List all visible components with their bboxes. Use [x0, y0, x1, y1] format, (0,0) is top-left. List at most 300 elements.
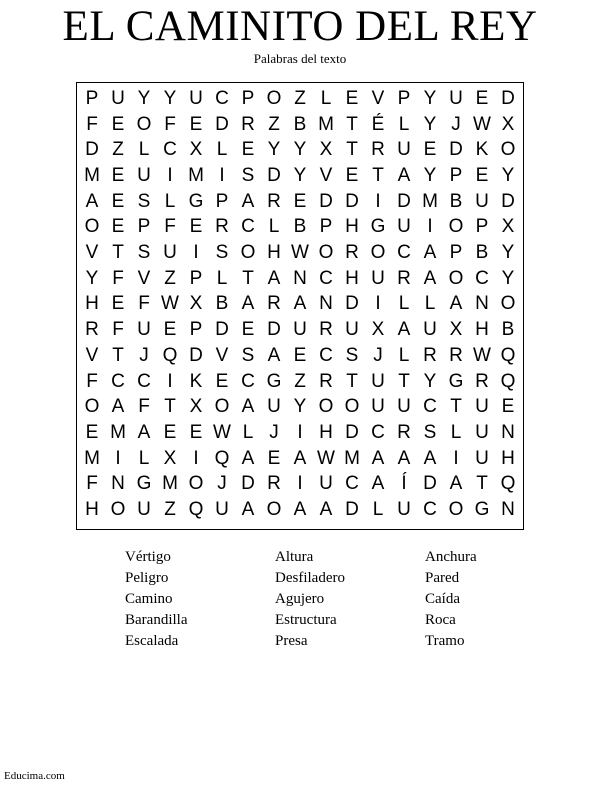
grid-cell: Y: [501, 267, 515, 289]
grid-cell: E: [293, 190, 307, 212]
grid-cell: H: [475, 319, 489, 341]
grid-cell: V: [85, 242, 99, 264]
grid-cell: S: [137, 190, 151, 212]
grid-cell: V: [215, 344, 229, 366]
grid-cell: U: [345, 319, 359, 341]
grid-cell: B: [475, 242, 489, 264]
grid-cell: P: [85, 87, 99, 109]
grid-cell: L: [138, 447, 150, 469]
grid-cell: U: [163, 242, 177, 264]
grid-cell: P: [215, 190, 229, 212]
grid-cell: H: [345, 267, 359, 289]
grid-cell: X: [449, 319, 463, 341]
grid-cell: W: [317, 447, 335, 469]
grid-cell: L: [450, 422, 462, 444]
grid-cell: U: [371, 370, 385, 392]
grid-cell: G: [136, 473, 152, 495]
grid-cell: E: [189, 422, 203, 444]
grid-cell: U: [397, 499, 411, 521]
grid-cell: E: [267, 447, 281, 469]
grid-cell: B: [215, 293, 229, 315]
grid-cell: A: [85, 190, 99, 212]
grid-cell: S: [215, 242, 229, 264]
grid-cell: E: [111, 113, 125, 135]
grid-cell: V: [85, 344, 99, 366]
grid-cell: E: [85, 422, 99, 444]
grid-cell: X: [189, 139, 203, 161]
grid-cell: C: [241, 370, 255, 392]
grid-cell: X: [319, 139, 333, 161]
grid-cell: A: [319, 499, 333, 521]
grid-cell: S: [423, 422, 437, 444]
grid-cell: F: [112, 267, 124, 289]
grid-cell: U: [397, 396, 411, 418]
grid-cell: S: [137, 242, 151, 264]
grid-cell: T: [164, 396, 176, 418]
grid-cell: T: [398, 370, 410, 392]
grid-cell: P: [241, 87, 255, 109]
grid-cell: B: [501, 319, 515, 341]
grid-cell: Y: [423, 113, 437, 135]
grid-cell: E: [241, 139, 255, 161]
grid-cell: R: [397, 267, 411, 289]
grid-cell: A: [267, 344, 281, 366]
grid-cell: X: [189, 293, 203, 315]
grid-cell: H: [267, 242, 281, 264]
grid-cell: I: [375, 190, 381, 212]
grid-cell: Y: [137, 87, 151, 109]
grid-cell: U: [475, 447, 489, 469]
grid-cell: H: [319, 422, 333, 444]
grid-cell: C: [397, 242, 411, 264]
grid-cell: D: [449, 139, 463, 161]
grid-cell: L: [242, 422, 254, 444]
grid-cell: S: [241, 344, 255, 366]
grid-cell: X: [501, 216, 515, 238]
grid-cell: Í: [401, 473, 407, 495]
grid-cell: G: [266, 370, 282, 392]
grid-cell: D: [215, 319, 229, 341]
grid-cell: T: [112, 344, 124, 366]
word-search-grid: [76, 82, 524, 530]
grid-cell: L: [164, 190, 176, 212]
grid-cell: L: [216, 267, 228, 289]
grid-cell: A: [137, 422, 151, 444]
grid-cell: V: [137, 267, 151, 289]
grid-cell: I: [453, 447, 459, 469]
grid-cell: D: [345, 499, 359, 521]
grid-cell: C: [345, 473, 359, 495]
grid-cell: A: [241, 190, 255, 212]
grid-cell: U: [475, 422, 489, 444]
grid-cell: A: [449, 293, 463, 315]
grid-cell: H: [501, 447, 515, 469]
grid-cell: U: [423, 319, 437, 341]
word-list-item: Peligro: [125, 570, 169, 586]
grid-cell: A: [397, 164, 411, 186]
word-list-item: Camino: [125, 591, 173, 607]
grid-cell: T: [372, 164, 384, 186]
grid-cell: S: [345, 344, 359, 366]
grid-cell: Q: [500, 370, 516, 392]
grid-cell: U: [475, 396, 489, 418]
grid-cell: Y: [293, 164, 307, 186]
grid-cell: F: [86, 113, 98, 135]
grid-cell: U: [137, 499, 151, 521]
grid-cell: M: [188, 164, 204, 186]
grid-cell: E: [163, 319, 177, 341]
grid-cell: M: [422, 190, 438, 212]
grid-cell: O: [266, 87, 282, 109]
grid-cell: Y: [293, 139, 307, 161]
grid-cell: N: [293, 267, 307, 289]
grid-cell: L: [320, 87, 332, 109]
grid-cell: O: [370, 242, 386, 264]
grid-cell: A: [241, 499, 255, 521]
grid-cell: Z: [294, 87, 306, 109]
page-title: EL CAMINITO DEL REY: [62, 3, 538, 50]
grid-cell: P: [449, 242, 463, 264]
grid-cell: F: [164, 113, 176, 135]
grid-cell: C: [137, 370, 151, 392]
grid-cell: O: [344, 396, 360, 418]
grid-cell: O: [448, 267, 464, 289]
grid-cell: W: [473, 344, 491, 366]
word-list-item: Caída: [425, 591, 460, 607]
grid-cell: Q: [214, 447, 230, 469]
grid-cell: Y: [163, 87, 177, 109]
grid-cell: K: [475, 139, 489, 161]
grid-cell: I: [297, 473, 303, 495]
grid-cell: H: [85, 499, 99, 521]
grid-cell: X: [163, 447, 177, 469]
grid-cell: L: [424, 293, 436, 315]
grid-cell: P: [397, 87, 411, 109]
grid-cell: U: [475, 190, 489, 212]
grid-cell: F: [86, 370, 98, 392]
grid-cell: Z: [294, 370, 306, 392]
grid-cell: N: [319, 293, 333, 315]
grid-cell: D: [345, 293, 359, 315]
grid-cell: R: [241, 113, 255, 135]
grid-cell: J: [139, 344, 149, 366]
grid-cell: O: [318, 242, 334, 264]
grid-cell: U: [137, 319, 151, 341]
grid-cell: F: [138, 293, 150, 315]
grid-cell: O: [500, 293, 516, 315]
grid-cell: A: [423, 447, 437, 469]
word-list-item: Roca: [425, 612, 456, 628]
grid-cell: U: [397, 139, 411, 161]
grid-cell: C: [319, 344, 333, 366]
grid-cell: X: [371, 319, 385, 341]
word-list-item: Agujero: [275, 591, 325, 607]
grid-cell: E: [345, 164, 359, 186]
grid-cell: R: [449, 344, 463, 366]
grid-cell: Y: [501, 242, 515, 264]
grid-cell: B: [293, 216, 307, 238]
grid-cell: I: [115, 447, 121, 469]
grid-cell: E: [501, 396, 515, 418]
grid-cell: Y: [423, 370, 437, 392]
grid-cell: M: [318, 113, 334, 135]
grid-cell: K: [189, 370, 203, 392]
grid-cell: G: [370, 216, 386, 238]
grid-cell: D: [189, 344, 203, 366]
grid-cell: D: [501, 87, 515, 109]
word-list-item: Vértigo: [125, 549, 171, 565]
grid-cell: E: [163, 422, 177, 444]
grid-cell: R: [371, 139, 385, 161]
grid-cell: H: [85, 293, 99, 315]
grid-cell: O: [500, 139, 516, 161]
grid-cell: R: [267, 473, 281, 495]
grid-cell: U: [189, 87, 203, 109]
grid-cell: Y: [293, 396, 307, 418]
grid-cell: O: [110, 499, 126, 521]
grid-cell: I: [167, 370, 173, 392]
grid-cell: A: [423, 267, 437, 289]
grid-cell: E: [423, 139, 437, 161]
grid-cell: I: [375, 293, 381, 315]
grid-cell: S: [241, 164, 255, 186]
grid-cell: O: [84, 396, 100, 418]
grid-cell: Z: [112, 139, 124, 161]
page-subtitle: Palabras del texto: [253, 51, 347, 66]
grid-cell: M: [110, 422, 126, 444]
grid-cell: A: [423, 242, 437, 264]
grid-cell: T: [346, 139, 358, 161]
grid-cell: L: [138, 139, 150, 161]
grid-cell: R: [85, 319, 99, 341]
grid-cell: D: [267, 319, 281, 341]
grid-cell: P: [137, 216, 151, 238]
word-list-item: Estructura: [275, 612, 337, 628]
grid-cell: R: [267, 293, 281, 315]
word-list-item: Pared: [425, 570, 460, 586]
grid-cell: A: [241, 396, 255, 418]
word-list: [125, 547, 545, 652]
grid-cell: H: [345, 216, 359, 238]
word-list-item: Barandilla: [125, 612, 188, 628]
grid-cell: A: [293, 293, 307, 315]
grid-cell: L: [216, 139, 228, 161]
word-list-item: Altura: [275, 549, 314, 565]
grid-cell: U: [293, 319, 307, 341]
grid-cell: L: [398, 344, 410, 366]
grid-cell: R: [215, 216, 229, 238]
grid-cell: Y: [423, 87, 437, 109]
grid-cell: E: [111, 190, 125, 212]
grid-cell: U: [319, 473, 333, 495]
grid-cell: F: [112, 319, 124, 341]
grid-cell: O: [318, 396, 334, 418]
grid-cell: W: [473, 113, 491, 135]
grid-cell: R: [345, 242, 359, 264]
grid-cell: I: [193, 242, 199, 264]
grid-cell: E: [215, 370, 229, 392]
grid-cell: V: [319, 164, 333, 186]
grid-cell: C: [319, 267, 333, 289]
grid-cell: E: [111, 164, 125, 186]
grid-cell: Q: [500, 344, 516, 366]
grid-cell: E: [241, 319, 255, 341]
grid-cell: O: [448, 499, 464, 521]
grid-cell: T: [242, 267, 254, 289]
grid-cell: T: [346, 113, 358, 135]
grid-cell: R: [319, 370, 333, 392]
grid-cell: I: [297, 422, 303, 444]
grid-cell: J: [451, 113, 461, 135]
grid-cell: P: [449, 164, 463, 186]
grid-cell: O: [240, 242, 256, 264]
grid-cell: A: [293, 447, 307, 469]
footer-credit: Educima.com: [4, 770, 65, 782]
grid-cell: P: [189, 267, 203, 289]
grid-cell: J: [269, 422, 279, 444]
grid-cell: E: [475, 87, 489, 109]
grid-cell: O: [188, 473, 204, 495]
grid-cell: Y: [501, 164, 515, 186]
grid-cell: U: [137, 164, 151, 186]
grid-cell: D: [397, 190, 411, 212]
grid-cell: D: [241, 473, 255, 495]
word-list-item: Escalada: [125, 633, 179, 649]
grid-cell: L: [268, 216, 280, 238]
grid-cell: L: [398, 113, 410, 135]
grid-cell: M: [344, 447, 360, 469]
grid-cell: Q: [162, 344, 178, 366]
grid-cell: U: [371, 396, 385, 418]
grid-cell: R: [397, 422, 411, 444]
grid-cell: U: [215, 499, 229, 521]
grid-cell: F: [164, 216, 176, 238]
word-list-item: Desfiladero: [275, 570, 345, 586]
grid-cell: E: [111, 293, 125, 315]
grid-cell: G: [448, 370, 464, 392]
grid-cell: A: [267, 267, 281, 289]
grid-cell: T: [112, 242, 124, 264]
grid-cell: Y: [267, 139, 281, 161]
grid-cell: N: [501, 499, 515, 521]
grid-cell: Q: [188, 499, 204, 521]
grid-cell: X: [189, 396, 203, 418]
grid-cell: I: [427, 216, 433, 238]
grid-cell: I: [219, 164, 225, 186]
grid-cell: C: [371, 422, 385, 444]
grid-cell: E: [189, 113, 203, 135]
grid-cell: T: [476, 473, 488, 495]
grid-cell: A: [449, 473, 463, 495]
grid-cell: A: [397, 319, 411, 341]
grid-cell: N: [111, 473, 125, 495]
grid-cell: U: [111, 87, 125, 109]
grid-cell: Z: [164, 499, 176, 521]
grid-cell: E: [189, 216, 203, 238]
grid-cell: T: [450, 396, 462, 418]
grid-cell: B: [449, 190, 463, 212]
grid-cell: L: [398, 293, 410, 315]
grid-cell: O: [214, 396, 230, 418]
grid-cell: A: [293, 499, 307, 521]
grid-cell: F: [86, 473, 98, 495]
grid-cell: U: [267, 396, 281, 418]
grid-cell: P: [319, 216, 333, 238]
grid-cell: F: [138, 396, 150, 418]
grid-cell: U: [449, 87, 463, 109]
grid-cell: O: [136, 113, 152, 135]
grid-cell: Z: [164, 267, 176, 289]
grid-cell: C: [163, 139, 177, 161]
grid-cell: G: [474, 499, 490, 521]
word-list-item: Tramo: [425, 633, 465, 649]
grid-cell: P: [475, 216, 489, 238]
grid-cell: R: [267, 190, 281, 212]
grid-cell: É: [371, 113, 385, 135]
grid-cell: D: [345, 422, 359, 444]
grid-cell: Y: [85, 267, 99, 289]
grid-cell: U: [371, 267, 385, 289]
grid-cell: T: [346, 370, 358, 392]
grid-cell: N: [501, 422, 515, 444]
grid-cell: Y: [423, 164, 437, 186]
grid-cell: Z: [268, 113, 280, 135]
grid-cell: A: [111, 396, 125, 418]
grid-cell: G: [188, 190, 204, 212]
grid-cell: D: [319, 190, 333, 212]
grid-cell: L: [372, 499, 384, 521]
grid-cell: E: [111, 216, 125, 238]
grid-cell: A: [397, 447, 411, 469]
grid-cell: C: [423, 499, 437, 521]
grid-cell: C: [423, 396, 437, 418]
grid-cell: A: [371, 473, 385, 495]
grid-cell: B: [293, 113, 307, 135]
grid-cell: O: [448, 216, 464, 238]
grid-cell: A: [371, 447, 385, 469]
grid-cell: E: [475, 164, 489, 186]
grid-cell: D: [423, 473, 437, 495]
grid-cell: O: [84, 216, 100, 238]
grid-cell: W: [213, 422, 231, 444]
grid-cell: C: [215, 87, 229, 109]
grid-cell: D: [85, 139, 99, 161]
grid-cell: W: [291, 242, 309, 264]
grid-cell: R: [319, 319, 333, 341]
grid-cell: D: [267, 164, 281, 186]
word-list-item: Anchura: [425, 549, 477, 565]
grid-cell: I: [193, 447, 199, 469]
grid-cell: I: [167, 164, 173, 186]
word-list-item: Presa: [275, 633, 308, 649]
grid-cell: A: [241, 293, 255, 315]
grid-cell: R: [423, 344, 437, 366]
grid-cell: Q: [500, 473, 516, 495]
grid-cell: J: [373, 344, 383, 366]
grid-cell: E: [293, 344, 307, 366]
grid-cell: P: [189, 319, 203, 341]
grid-cell: E: [345, 87, 359, 109]
grid-cell: M: [162, 473, 178, 495]
grid-cell: U: [397, 216, 411, 238]
grid-cell: M: [84, 447, 100, 469]
grid-cell: R: [475, 370, 489, 392]
grid-cell: V: [371, 87, 385, 109]
grid-cell: O: [266, 499, 282, 521]
grid-cell: D: [215, 113, 229, 135]
grid-cell: D: [501, 190, 515, 212]
grid-cell: C: [475, 267, 489, 289]
